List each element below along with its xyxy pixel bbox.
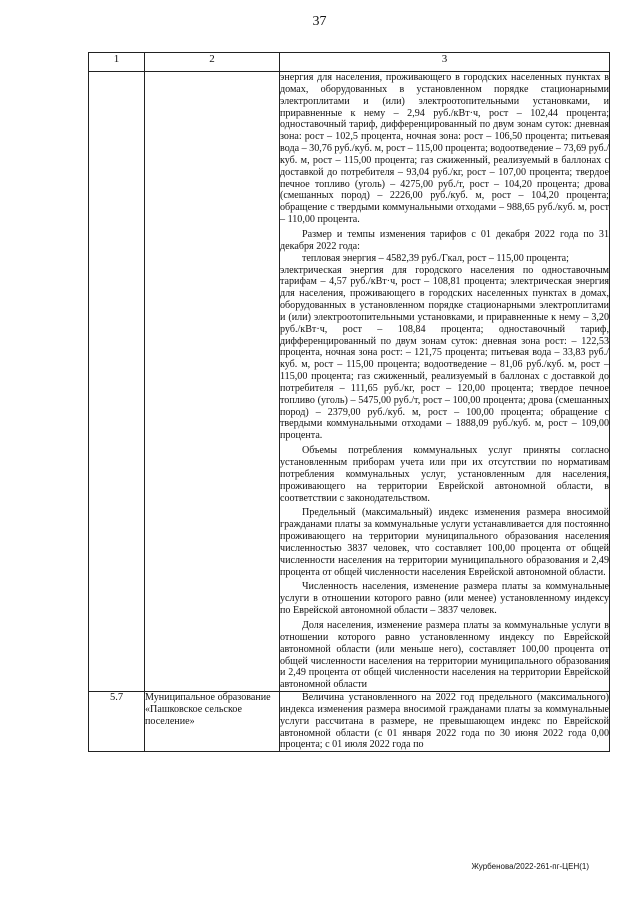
row-text-cell xyxy=(280,692,610,752)
paragraph: тепловая энергия – 4582,39 руб./Гкал, рост – 115,00 процента; xyxy=(302,252,569,264)
row-number-cell: 5.7 xyxy=(89,692,145,752)
header-cell-1: 1 xyxy=(89,53,145,72)
paragraph: Предельный (максимальный) индекс изменения размера вносимой гражданами платы за коммунальные услуги устанавливается для постоянно проживающего на территории муниципального образования населения численностью 3837 человек, что составляет 100,00 процента от общей численности населения на территории муниципального образования и 2,49 процента от общей численности населения Еврейской автономной области. xyxy=(280,507,609,578)
row-number-cell xyxy=(89,72,145,692)
table-header-row xyxy=(89,53,610,72)
paragraph: Размер и темпы изменения тарифов с 01 декабря 2022 года по 31 декабря 2022 года: xyxy=(280,228,609,252)
paragraph: электрическая энергия для городского населения по одноставочным тарифам – 4,57 руб./кВт·ч, рост – 108,81 процента; электрическая энергия для населения, проживающего в городских населенных пунктах в домах, оборудованных в установленном порядке стационарными электроплитами и (или) электроотопительными установками, и приравненные к нему – 3,20 руб./кВт·ч, рост – 108,84 процента; одноставочный тариф, дифференцированный по двум зонам суток: дневная зона рост: – 122,53 процента, ночная зона рост: – 121,75 процента; питьевая вода – 33,83 руб./куб. м, рост – 115,00 процента; водоотведение – 81,06 руб./куб. м, рост – 115,00 процента; газ сжиженный, реализуемый в баллонах с доставкой до потребителя – 111,65 руб./кг, рост – 120,00 процента; твердое печное топливо (уголь) – 5475,00 руб./т, рост – 100,00 процента; дрова (смешанных пород) – 2379,00 руб./куб. м, рост – 100,00 процента; обращение с твердыми коммунальными отходами – 1888,09 руб./куб. м, рост – 109,00 процента. xyxy=(280,264,609,442)
paragraph: Доля населения, изменение размера платы за коммунальные услуги в отношении которого равно установленному индексу по Еврейской автономной области (или меньше него), составляет 100,00 процента от общей численности населения на территории муниципального образования и 2,49 процента от общей численности населения на территории Еврейской автономной области xyxy=(280,619,609,691)
header-cell-3: 3 xyxy=(280,53,610,72)
paragraph: Численность населения, изменение размера платы за коммунальные услуги в отношении которого равно (или менее) установленному индексу по Еврейской автономной области – 3837 человек. xyxy=(280,581,609,617)
table-row xyxy=(89,72,610,692)
header-cell-2: 2 xyxy=(145,53,280,72)
tariff-table xyxy=(88,52,610,752)
row-text-cell xyxy=(280,72,610,692)
row-name-cell: Муниципальное образование «Пашковское сельское поселение» xyxy=(145,692,280,752)
paragraph: энергия для населения, проживающего в городских населенных пунктах в домах, оборудованных в установленном порядке стационарными электроплитами и (или) электроотопительными установками, и приравненные к нему – 2,94 руб./кВт·ч, рост – 102,44 процента; одноставочный тариф, дифференцированный по двум зонам суток: дневная зона: рост – 102,5 процента, ночная зона: рост – 106,50 процента; питьевая вода – 30,76 руб./куб. м, рост – 115,00 процента; водоотведение – 73,69 руб./куб. м, рост – 115,00 процента; газ сжиженный, реализуемый в баллонах с доставкой до потребителя – 93,04 руб./кг, рост – 107,00 процента; твердое печное топливо (уголь) – 4275,00 руб./т, рост – 104,20 процента; дрова (смешанных пород) – 2226,00 руб./куб. м, рост – 104,20 процента; обращение с твердыми коммунальными отходами – 988,65 руб./куб. м, рост – 110,00 процента. xyxy=(280,72,609,226)
footer-document-code: Журбенова/2022-261-пг-ЦЕН(1) xyxy=(471,862,589,871)
page-number: 37 xyxy=(312,14,327,29)
table-row xyxy=(89,692,610,752)
paragraph: Объемы потребления коммунальных услуг приняты согласно установленным приборам учета или при их отсутствии по нормативам потребления коммунальных услуг, установленным для населения, проживающего на территории Еврейской автономной области, в соответствии с законодательством. xyxy=(280,445,609,504)
row-name-cell xyxy=(145,72,280,692)
paragraph: Величина установленного на 2022 год предельного (максимального) индекса изменения размера вносимой гражданами платы за коммунальные услуги рассчитана в размере, не превышающем индекс по Еврейской автономной области (с 01 января 2022 года по 30 июня 2022 года 0,00 процента; с 01 июля 2022 года по xyxy=(280,692,609,751)
